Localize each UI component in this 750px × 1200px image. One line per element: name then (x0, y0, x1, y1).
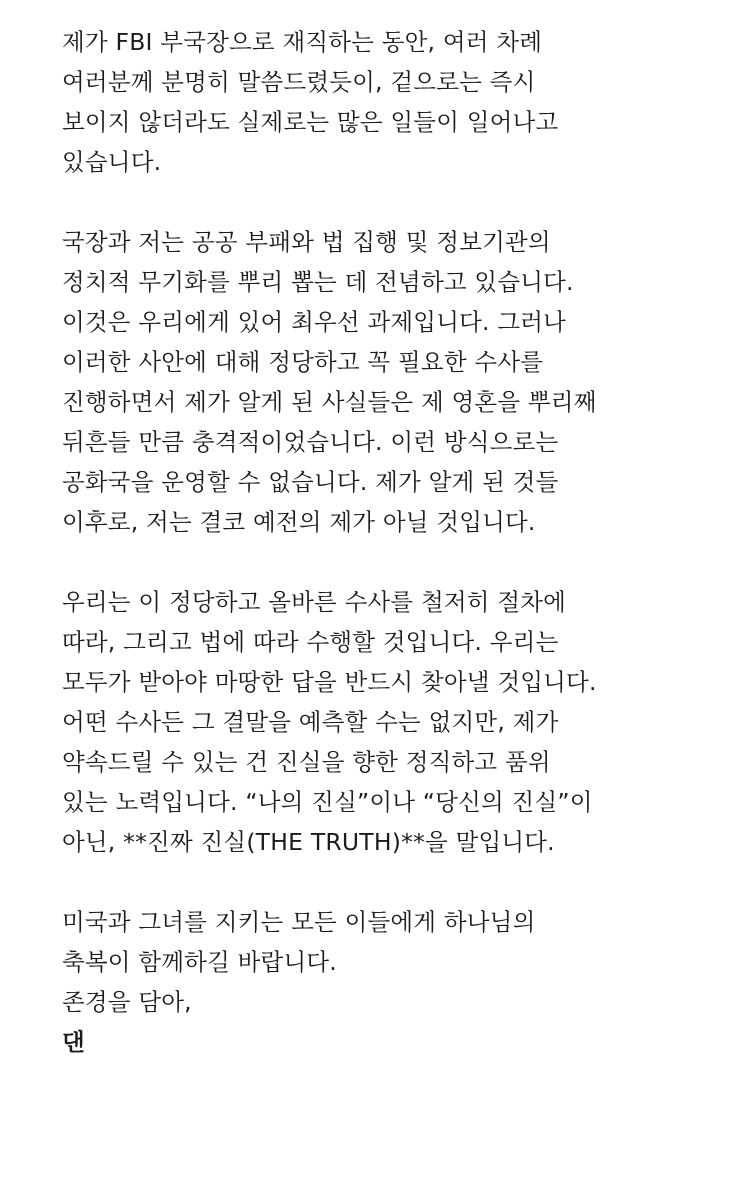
paragraph-1 (62, 22, 742, 182)
paragraph-3 (62, 582, 742, 862)
text-line: 공화국을 운영할 수 없습니다. 제가 알게 된 것들 (62, 468, 559, 496)
text-line: 우리는 이 정당하고 올바른 수사를 철저히 절차에 (62, 588, 567, 616)
text-line: 진행하면서 제가 알게 된 사실들은 제 영혼을 뿌리째 (62, 388, 597, 416)
text-line: 어떤 수사든 그 결말을 예측할 수는 없지만, 제가 (62, 708, 559, 736)
text-line: 보이지 않더라도 실제로는 많은 일들이 일어나고 (62, 108, 559, 136)
letter-body (62, 22, 742, 1062)
text-line: 있는 노력입니다. “나의 진실”이나 “당신의 진실”이 (62, 788, 593, 816)
text-line: 제가 FBI 부국장으로 재직하는 동안, 여러 차례 (62, 28, 543, 56)
text-line: 뒤흔들 만큼 충격적이었습니다. 이런 방식으로는 (62, 428, 559, 456)
text-line: 정치적 무기화를 뿌리 뽑는 데 전념하고 있습니다. (62, 268, 574, 296)
text-line: 존경을 담아, (62, 988, 192, 1016)
text-line: 모두가 받아야 마땅한 답을 반드시 찾아낼 것입니다. (62, 668, 597, 696)
signature: 댄 (62, 1028, 85, 1056)
text-line: 있습니다. (62, 148, 162, 176)
text-line: 이것은 우리에게 있어 최우선 과제입니다. 그러나 (62, 308, 567, 336)
text-line: 약속드릴 수 있는 건 진실을 향한 정직하고 품위 (62, 748, 551, 776)
text-line: 이러한 사안에 대해 정당하고 꼭 필요한 수사를 (62, 348, 544, 376)
text-line: 아닌, **진짜 진실(THE TRUTH)**을 말입니다. (62, 828, 555, 856)
text-line: 여러분께 분명히 말씀드렸듯이, 겉으로는 즉시 (62, 68, 536, 96)
text-line: 국장과 저는 공공 부패와 법 집행 및 정보기관의 (62, 228, 551, 256)
paragraph-spacer (62, 542, 742, 582)
text-line: 이후로, 저는 결코 예전의 제가 아닐 것입니다. (62, 508, 536, 536)
paragraph-2 (62, 222, 742, 542)
paragraph-spacer (62, 862, 742, 902)
text-line: 미국과 그녀를 지키는 모든 이들에게 하나님의 (62, 908, 536, 936)
text-line: 따라, 그리고 법에 따라 수행할 것입니다. 우리는 (62, 628, 559, 656)
text-line: 축복이 함께하길 바랍니다. (62, 948, 337, 976)
paragraph-spacer (62, 182, 742, 222)
closing (62, 902, 742, 1062)
